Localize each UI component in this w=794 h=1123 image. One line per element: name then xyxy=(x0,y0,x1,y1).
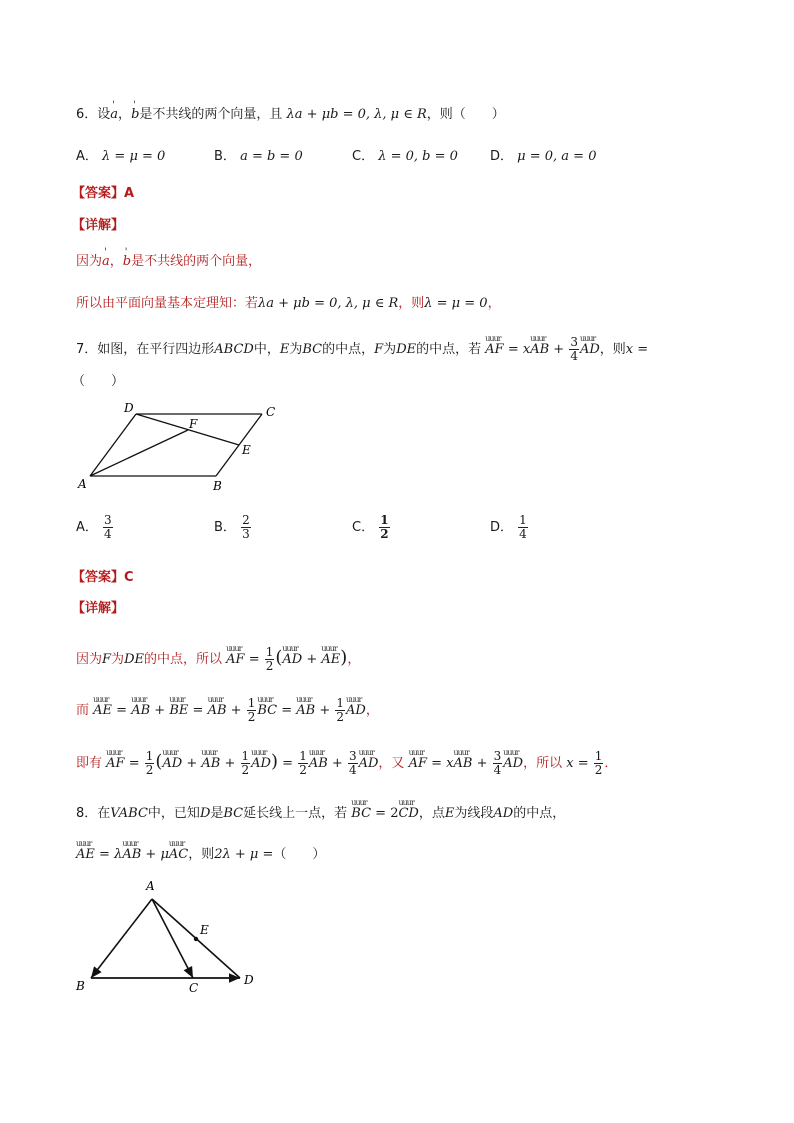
q8-label-d: D xyxy=(244,973,254,987)
q6-detail-line1: 因为' a，' b是不共线的两个向量， xyxy=(76,253,261,271)
q8-triangle-figure xyxy=(72,878,272,998)
q7-segment-af xyxy=(90,430,188,476)
q7-option-b: B． $\frac{2}{3}$ xyxy=(214,513,250,541)
q7-label-e: E xyxy=(242,443,251,457)
q7-detail-label: 【详解】 xyxy=(72,601,125,616)
q7-option-c: C． $\frac{1}{2}$ xyxy=(352,513,389,541)
q8-label-c: C xyxy=(189,981,199,995)
q6-option-b: B． a = b = 0 xyxy=(214,149,303,164)
q8-point-e xyxy=(194,937,198,941)
q6-option-a: A． λ = μ = 0 xyxy=(76,149,166,164)
q7-detail-line2: 而 uuur AE = uuur AB + uuur BE = uuur AB + $\frac{1}{2}$ uuur BC = uuur AB + $\frac{1}{2}$ uuur AD， xyxy=(76,697,379,724)
q6-detail-label: 【详解】 xyxy=(72,218,125,233)
q8-segment-ac xyxy=(152,899,193,978)
q7-option-a: A． $\frac{3}{4}$ xyxy=(76,513,112,541)
q7-detail-line1: 因为F为DE的中点，所以 uuur AF = $\frac{1}{2}$ (uuur AD + uuur AE)， xyxy=(76,646,360,673)
q7-segment-de xyxy=(136,414,239,445)
q7-label-a: A xyxy=(78,477,87,491)
q7-parallelogram-figure xyxy=(76,402,276,492)
q6-option-c: C． λ = 0, b = 0 xyxy=(352,149,458,164)
q8-label-a: A xyxy=(146,879,155,893)
q6-stem: 6．设' a，' b是不共线的两个向量，且 λa + μb = 0, λ, μ ∈ R，则（ ） xyxy=(76,106,505,124)
q8-label-b: B xyxy=(76,979,85,993)
q7-label-f: F xyxy=(189,417,198,431)
q7-detail-line3: 即有 uuur AF = $\frac{1}{2}$ (uuur AD + uuur AB + $\frac{1}{2}$ uuur AD) = $\frac{1}{2}$ uuur AB + $\frac{3}{4}$ uuur AD，又 uuur AF = xuuur AB + $\frac{3}{4}$ uuur AD，所以 x = $\frac{1}{2}$ ． xyxy=(76,750,617,777)
q7-label-d: D xyxy=(124,402,134,415)
q7-edge-da xyxy=(90,414,136,476)
q6-condition: λa + μb = 0, λ, μ ∈ R xyxy=(286,107,427,122)
q7-option-d: D． $\frac{1}{4}$ xyxy=(490,513,527,541)
q7-answer: 【答案】C xyxy=(72,570,134,585)
q8-edge-ab xyxy=(91,899,152,978)
q6-answer: 【答案】A xyxy=(72,186,135,201)
q6-option-d: D． μ = 0, a = 0 xyxy=(490,149,597,164)
q7-label-b: B xyxy=(213,479,222,492)
q6-detail-line2: 所以由平面向量基本定理知：若λa + μb = 0, λ, μ ∈ R，则λ = μ = 0， xyxy=(76,296,501,311)
q8-label-e: E xyxy=(200,923,209,937)
q7-stem: 7．如图，在平行四边形ABCD中，E为BC的中点，F为DE的中点，若 uuur AF = xuuur AB + $\frac{3}{4}$ uuur AD，则x = xyxy=(76,336,648,363)
q8-stem-line2: uuur AE = λuuur AB + μuuur AC，则2λ + μ =（ ） xyxy=(76,846,325,864)
q7-paren: （ ） xyxy=(72,374,125,389)
q7-label-c: C xyxy=(266,405,276,419)
q8-stem-line1: 8．在VABC中，已知D是BC延长线上一点，若 uuur BC = 2uuur CD，点E为线段AD的中点， xyxy=(76,805,565,823)
